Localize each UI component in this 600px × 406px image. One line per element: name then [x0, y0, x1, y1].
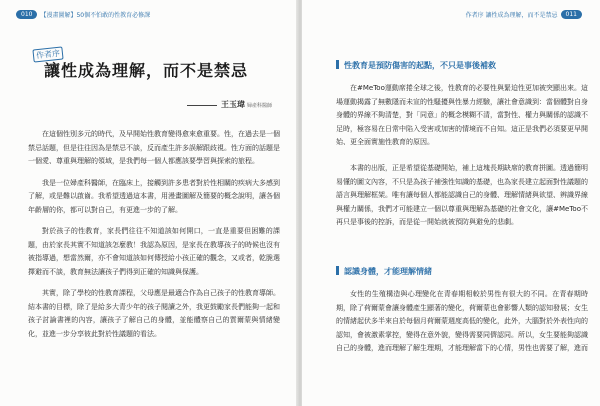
section-heading-text: 性教育是預防傷害的起點，不只是事後補救: [344, 61, 496, 70]
author-name: 王玉瑋: [220, 100, 245, 109]
right-paragraph: 女性的生殖構造與心理變化在青春期相較於男性有很大的不同。在青春期時期，除了荷爾蒙會讓身體產生顯著的變化，荷爾蒙也會影響人類的認知發展；女生的情緒起伏多半來自於每個月荷爾蒙週度高低的變化，此外，大腦對於外表性向的認知，會被激素掌控，變得在意外貌，變得需要同儕認同。所以，女生要能夠認識自己的身體，進而理解了解生理期，才能理解當下的心情，男性也需要了解，進而: [336, 290, 588, 352]
left-page: [0, 0, 298, 406]
byline-dash: [187, 105, 217, 106]
right-page-number: 011: [561, 10, 582, 19]
byline: [187, 99, 272, 110]
heading-accent-bar: [336, 60, 339, 69]
heading-accent-bar: [336, 266, 339, 275]
right-page: [302, 0, 600, 406]
left-running-head-text: 【漫畫圖解】50個不怕敢的性教育必修課: [40, 12, 151, 19]
right-running-header: [463, 10, 582, 19]
left-body-text: [28, 128, 280, 349]
left-paragraph: 我是一位婦產科醫師，在臨床上，接觸到許多患者對於性相關的疾病大多感到了解，或是難以啟齒。我希望透過這本書，用漫畫圖解及簡要的概念說明，讓各個年齡層的你，都可以對自己，有更進一步的了解。: [28, 178, 280, 214]
section-heading-body: [336, 266, 432, 277]
left-page-number: 010: [16, 10, 37, 19]
left-paragraph: 對於孩子的性教育，家長們往往不知道該如何開口，一直是重要但困難的課題，由於家長其實不知道該怎麼教！我認為原因，是家長在教導孩子的時候也沒有被指導過，想當然爾，亦不會知道該如何傳授給小孩正確的觀念，又或者，乾脆選擇避而不談，教育無法讓孩子們得到正確的知識與保護。: [28, 227, 280, 276]
section-heading-text: 認識身體，才能理解情緒: [344, 267, 432, 276]
left-paragraph: 其實，除了學校的性教育課程，父母應是最適合作為自己孩子的性教育導師。結本書的目標，除了是給多大青少年的孩子閱讀之外，我更鼓勵家長們能夠一起和孩子討論書裡的內容，讓孩子了解自己的身體，並能體察自己的質爾蒙與情緒變化，並進一步分享彼此對於性議題的看法。: [28, 289, 280, 338]
author-role: 婦產科醫師: [246, 103, 272, 109]
right-paragraph: 本書的出版，正是希望從基礎開始，補上這塊長期缺席的教育拼圖。透過簡明易懂的圖文內容，不只是為孩子補強性知識的基礎，也為家長建立起面對性議題的語言與理解框架。唯有讓每個人都能認識自己的身體、理解情緒與欲望、辨識界線與權力關係，我們才可能建立一個以尊重與理解為基礎的社會文化，讓#MeToo不再只是事後的控訴，而是從一開始就被預防與避免的悲劇。: [336, 164, 588, 226]
right-paragraph: 在#MeToo運動席捲全球之後，性教育的必要性與緊迫性更加被突顯出來。這場運動揭露了無數隱而未宣的性騷擾與性暴力經驗，讓社會意識到：當個體對自身身體的界線不夠清楚，對「同意」的概念模糊不清，當對性、權力與關係的認識不足時，極容易在日常中陷入受害或加害的情境而不自知。這正是我們必須要更早開始、更全面實施性教育的原因。: [336, 84, 588, 146]
section-heading-prevention: [336, 60, 496, 71]
right-running-head-text: 作者序 讓性成為理解，而不是禁忌: [465, 12, 558, 19]
preface-tag: 作者序: [32, 46, 63, 62]
left-running-header: [16, 10, 153, 19]
page-title: 讓性成為理解，而不是禁忌: [44, 61, 249, 80]
left-paragraph: 在這個性別多元的時代，及早開始性教育變得愈來愈重要。性，在過去是一個禁忌話題，但是往往因為是禁忌不談，反而產生許多誤解跟歧視。性方面的話題是一個愛、尊重與理解的領域，是我們每一個人都應該要學習與探索的旅程。: [28, 130, 280, 165]
